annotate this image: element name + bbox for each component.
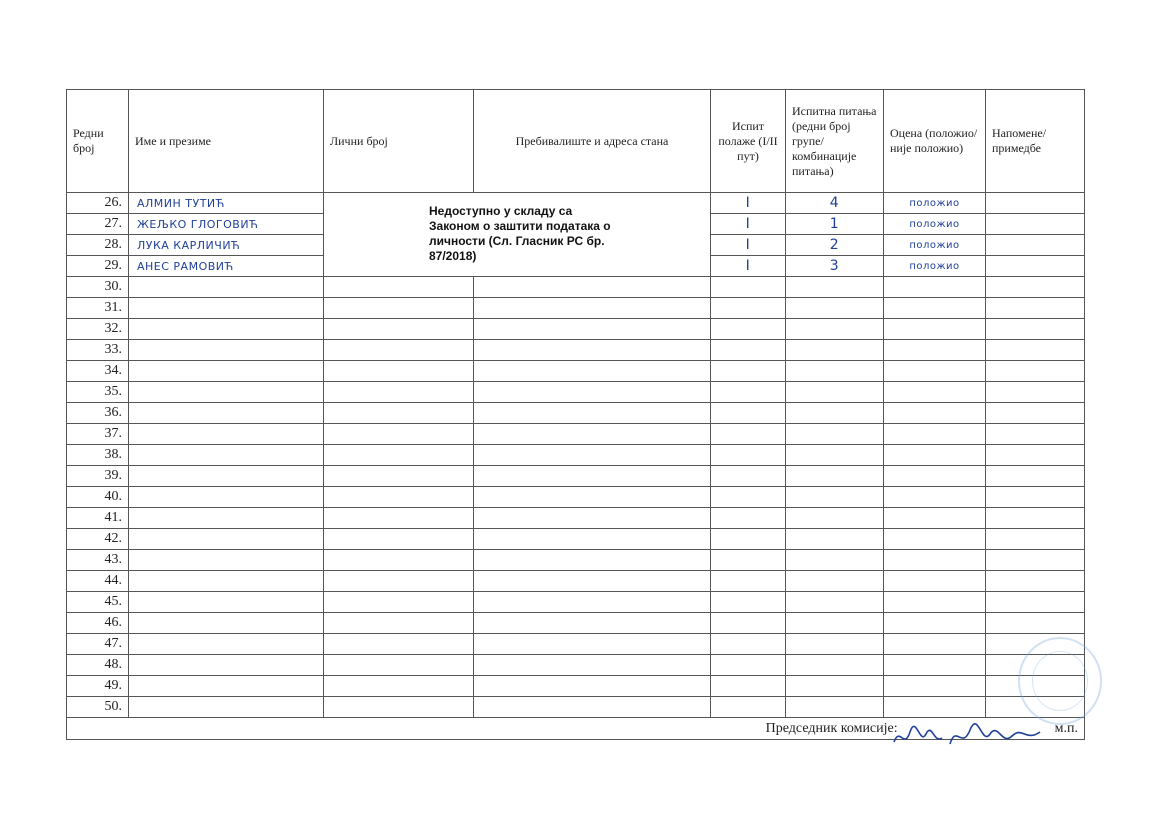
row-question <box>786 298 884 319</box>
row-name <box>129 529 324 550</box>
table-row <box>67 571 1085 592</box>
row-question: 3 <box>786 256 884 277</box>
header-questions: Испитна питања (редни број групе/ комбинације питања) <box>786 90 884 193</box>
row-attempt: I <box>711 193 786 214</box>
row-grade <box>884 277 986 298</box>
committee-chair-label: Председник комисије: <box>765 720 898 736</box>
row-address <box>474 466 711 487</box>
row-attempt <box>711 298 786 319</box>
table-row <box>67 403 1085 424</box>
row-attempt <box>711 403 786 424</box>
row-question <box>786 676 884 697</box>
row-notes <box>986 445 1085 466</box>
row-name <box>129 445 324 466</box>
row-address <box>474 298 711 319</box>
row-notes <box>986 571 1085 592</box>
row-number: 32. <box>67 319 129 340</box>
row-id <box>324 277 474 298</box>
header-attempt: Испит полаже (I/II пут) <box>711 90 786 193</box>
redaction-text: Недоступно у складу са Законом о заштити података о личности (Сл. Гласник РС бр. 87/2018) <box>429 204 611 263</box>
row-question <box>786 361 884 382</box>
row-id <box>324 529 474 550</box>
row-id <box>324 403 474 424</box>
row-id <box>324 697 474 718</box>
row-question <box>786 445 884 466</box>
row-id <box>324 298 474 319</box>
row-name <box>129 361 324 382</box>
row-address <box>474 424 711 445</box>
row-address <box>474 529 711 550</box>
table-row <box>67 445 1085 466</box>
row-notes <box>986 592 1085 613</box>
table-row <box>67 319 1085 340</box>
table-row <box>67 466 1085 487</box>
chair-signature <box>890 720 1050 752</box>
row-grade <box>884 529 986 550</box>
row-notes <box>986 382 1085 403</box>
row-id <box>324 613 474 634</box>
row-number: 27. <box>67 214 129 235</box>
row-question <box>786 613 884 634</box>
row-question <box>786 634 884 655</box>
row-number: 34. <box>67 361 129 382</box>
row-notes <box>986 613 1085 634</box>
row-id <box>324 466 474 487</box>
row-name <box>129 382 324 403</box>
row-notes <box>986 466 1085 487</box>
row-attempt <box>711 676 786 697</box>
row-id <box>324 319 474 340</box>
row-question: 4 <box>786 193 884 214</box>
row-notes <box>986 529 1085 550</box>
row-grade <box>884 655 986 676</box>
row-name <box>129 613 324 634</box>
row-attempt: I <box>711 235 786 256</box>
row-number: 49. <box>67 676 129 697</box>
row-grade: положио <box>884 256 986 277</box>
row-number: 28. <box>67 235 129 256</box>
row-attempt <box>711 466 786 487</box>
row-notes <box>986 277 1085 298</box>
row-grade: положио <box>884 235 986 256</box>
row-notes <box>986 214 1085 235</box>
table-row <box>67 340 1085 361</box>
row-id <box>324 382 474 403</box>
table-row <box>67 655 1085 676</box>
row-name <box>129 424 324 445</box>
row-question <box>786 319 884 340</box>
row-grade <box>884 592 986 613</box>
row-number: 36. <box>67 403 129 424</box>
row-id <box>324 571 474 592</box>
row-number: 45. <box>67 592 129 613</box>
row-name <box>129 676 324 697</box>
row-grade <box>884 634 986 655</box>
table-row <box>67 676 1085 697</box>
redaction-note <box>324 193 711 277</box>
row-question <box>786 550 884 571</box>
row-address <box>474 382 711 403</box>
row-grade <box>884 298 986 319</box>
row-notes <box>986 235 1085 256</box>
row-grade <box>884 508 986 529</box>
row-number: 35. <box>67 382 129 403</box>
row-attempt <box>711 571 786 592</box>
row-question <box>786 340 884 361</box>
row-grade <box>884 445 986 466</box>
seal-stamp <box>1018 637 1102 725</box>
row-number: 31. <box>67 298 129 319</box>
exam-table <box>66 89 1085 740</box>
row-name <box>129 340 324 361</box>
table-row <box>67 550 1085 571</box>
row-question <box>786 697 884 718</box>
row-name <box>129 466 324 487</box>
row-id <box>324 445 474 466</box>
row-question <box>786 487 884 508</box>
row-number: 26. <box>67 193 129 214</box>
row-address <box>474 445 711 466</box>
row-grade <box>884 340 986 361</box>
row-number: 30. <box>67 277 129 298</box>
header-id: Лични број <box>324 90 474 193</box>
table-row <box>67 634 1085 655</box>
row-grade <box>884 424 986 445</box>
row-attempt <box>711 361 786 382</box>
row-id <box>324 508 474 529</box>
row-name <box>129 487 324 508</box>
row-attempt <box>711 382 786 403</box>
row-number: 40. <box>67 487 129 508</box>
row-question <box>786 403 884 424</box>
row-name <box>129 697 324 718</box>
row-address <box>474 487 711 508</box>
row-address <box>474 571 711 592</box>
table-row <box>67 487 1085 508</box>
row-grade <box>884 676 986 697</box>
row-address <box>474 550 711 571</box>
row-name: АНЕС РАМОВИЋ <box>129 256 324 277</box>
row-grade <box>884 613 986 634</box>
row-name <box>129 655 324 676</box>
row-question <box>786 592 884 613</box>
row-grade <box>884 382 986 403</box>
row-id <box>324 634 474 655</box>
row-attempt <box>711 424 786 445</box>
row-attempt <box>711 529 786 550</box>
row-attempt <box>711 445 786 466</box>
row-attempt <box>711 487 786 508</box>
table-row <box>67 277 1085 298</box>
row-notes <box>986 319 1085 340</box>
row-address <box>474 340 711 361</box>
row-address <box>474 676 711 697</box>
row-question <box>786 466 884 487</box>
row-grade <box>884 319 986 340</box>
row-id <box>324 550 474 571</box>
row-number: 47. <box>67 634 129 655</box>
row-attempt <box>711 277 786 298</box>
row-grade <box>884 697 986 718</box>
row-question <box>786 655 884 676</box>
row-grade <box>884 403 986 424</box>
row-name <box>129 592 324 613</box>
row-question <box>786 424 884 445</box>
row-grade: положио <box>884 193 986 214</box>
row-id <box>324 487 474 508</box>
row-number: 39. <box>67 466 129 487</box>
row-question <box>786 382 884 403</box>
row-attempt <box>711 634 786 655</box>
row-address <box>474 319 711 340</box>
row-id <box>324 424 474 445</box>
row-address <box>474 403 711 424</box>
row-address <box>474 634 711 655</box>
row-name: АЛМИН ТУТИЋ <box>129 193 324 214</box>
row-notes <box>986 550 1085 571</box>
header-notes: Напомене/ примедбе <box>986 90 1085 193</box>
row-grade <box>884 550 986 571</box>
row-number: 41. <box>67 508 129 529</box>
row-number: 44. <box>67 571 129 592</box>
row-notes <box>986 487 1085 508</box>
row-number: 38. <box>67 445 129 466</box>
row-id <box>324 676 474 697</box>
row-grade <box>884 466 986 487</box>
row-notes <box>986 424 1085 445</box>
row-name <box>129 634 324 655</box>
row-attempt <box>711 592 786 613</box>
row-number: 29. <box>67 256 129 277</box>
row-attempt: I <box>711 256 786 277</box>
row-name <box>129 403 324 424</box>
header-name: Име и презиме <box>129 90 324 193</box>
row-attempt: I <box>711 214 786 235</box>
row-address <box>474 613 711 634</box>
table-row <box>67 529 1085 550</box>
row-address <box>474 508 711 529</box>
row-question: 2 <box>786 235 884 256</box>
row-number: 46. <box>67 613 129 634</box>
row-notes <box>986 403 1085 424</box>
row-name <box>129 550 324 571</box>
header-row <box>67 90 1085 193</box>
row-name <box>129 298 324 319</box>
row-grade: положио <box>884 214 986 235</box>
row-number: 50. <box>67 697 129 718</box>
table-row <box>67 193 1085 214</box>
row-notes <box>986 340 1085 361</box>
table-row <box>67 613 1085 634</box>
row-attempt <box>711 655 786 676</box>
row-grade <box>884 361 986 382</box>
row-question <box>786 571 884 592</box>
table-row <box>67 592 1085 613</box>
row-question <box>786 529 884 550</box>
exam-record-sheet <box>66 89 1084 735</box>
row-number: 43. <box>67 550 129 571</box>
table-row <box>67 697 1085 718</box>
row-attempt <box>711 550 786 571</box>
table-row <box>67 382 1085 403</box>
row-id <box>324 361 474 382</box>
row-name <box>129 571 324 592</box>
row-grade <box>884 487 986 508</box>
row-name <box>129 277 324 298</box>
row-address <box>474 277 711 298</box>
row-number: 48. <box>67 655 129 676</box>
row-notes <box>986 298 1085 319</box>
row-attempt <box>711 697 786 718</box>
table-row <box>67 508 1085 529</box>
table-row <box>67 361 1085 382</box>
row-id <box>324 340 474 361</box>
row-question <box>786 277 884 298</box>
row-id <box>324 592 474 613</box>
table-row <box>67 424 1085 445</box>
table-row <box>67 298 1085 319</box>
header-address: Пребивалиште и адреса стана <box>474 90 711 193</box>
row-attempt <box>711 508 786 529</box>
row-notes <box>986 256 1085 277</box>
row-question <box>786 508 884 529</box>
row-notes <box>986 361 1085 382</box>
row-notes <box>986 508 1085 529</box>
row-address <box>474 655 711 676</box>
row-name <box>129 319 324 340</box>
header-num: Редни број <box>67 90 129 193</box>
row-number: 33. <box>67 340 129 361</box>
row-address <box>474 592 711 613</box>
seal-label: м.п. <box>1054 720 1078 736</box>
row-address <box>474 361 711 382</box>
row-name: ЖЕЉКО ГЛОГОВИЋ <box>129 214 324 235</box>
row-notes <box>986 193 1085 214</box>
header-grade: Оцена (положио/ није положио) <box>884 90 986 193</box>
row-number: 42. <box>67 529 129 550</box>
row-name <box>129 508 324 529</box>
row-id <box>324 655 474 676</box>
row-attempt <box>711 613 786 634</box>
row-question: 1 <box>786 214 884 235</box>
row-name: ЛУКА КАРЛИЧИЋ <box>129 235 324 256</box>
row-attempt <box>711 340 786 361</box>
row-grade <box>884 571 986 592</box>
row-number: 37. <box>67 424 129 445</box>
row-attempt <box>711 319 786 340</box>
row-address <box>474 697 711 718</box>
